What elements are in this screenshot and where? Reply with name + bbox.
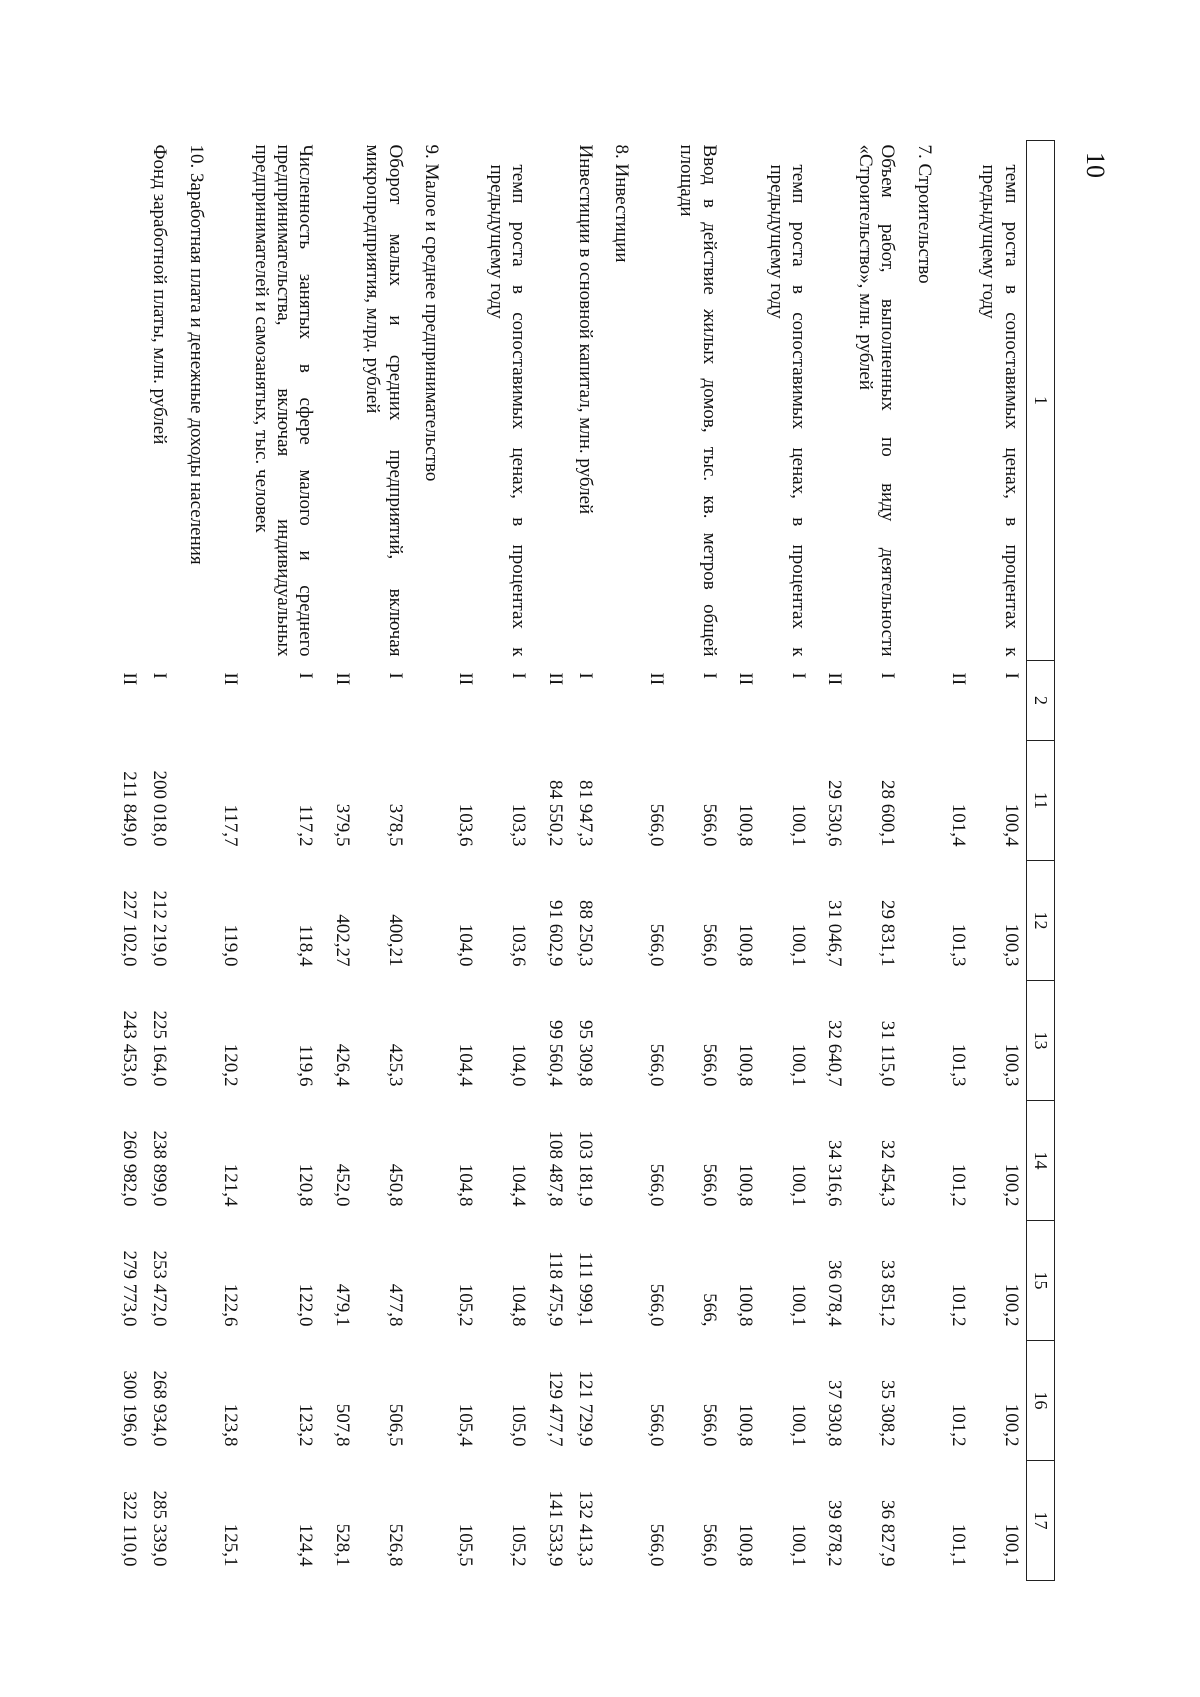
indicator-label [640, 141, 670, 661]
rotated-table-wrapper [118, 140, 1055, 1580]
table-row [539, 141, 569, 1581]
value-cell: 450,8 [384, 1163, 406, 1207]
value-cell: 426,4 [331, 1043, 353, 1087]
header-cell: 12 [1026, 861, 1054, 981]
value-cell: 100,2 [1000, 1403, 1022, 1447]
value-cell: 132 413,3 [575, 1490, 597, 1567]
value-cell: 100,8 [735, 1403, 757, 1447]
value-cell: 124,4 [295, 1523, 317, 1567]
value-cell: 101,2 [947, 1283, 969, 1327]
variant-cell: II [947, 672, 969, 686]
table-row [760, 141, 819, 1581]
value-cell: 118,4 [295, 924, 317, 967]
value-cell: 100,1 [787, 1043, 809, 1087]
value-cell: 452,0 [331, 1163, 353, 1207]
value-cell: 101,4 [947, 803, 969, 847]
indicator-label: темп роста в сопоставимых ценах, в процентах к предыдущему году [765, 164, 809, 657]
value-cell: 101,1 [947, 1523, 969, 1567]
variant-cell: II [331, 672, 353, 686]
value-cell: 28 600,1 [877, 780, 899, 847]
value-cell: 36 078,4 [824, 1260, 846, 1327]
value-cell: 566,0 [698, 1043, 720, 1087]
indicator-label: Оборот малых и средних предприятий, включая микропредприятия, млрд. рублей [362, 144, 406, 657]
value-cell [606, 1341, 640, 1461]
indicator-label [215, 141, 245, 661]
value-cell: 123,2 [295, 1403, 317, 1447]
section-title: 9. Малое и среднее предпринимательство [421, 144, 443, 482]
forecast-table [114, 140, 1055, 1581]
header-cell: 14 [1026, 1101, 1054, 1221]
value-cell: 121,4 [220, 1163, 242, 1207]
variant-cell: I [149, 672, 171, 679]
section-title: 8. Инвестиции [611, 144, 633, 263]
value-cell [416, 861, 450, 981]
variant-cell [180, 661, 214, 741]
value-cell [416, 741, 450, 861]
value-cell: 104,4 [508, 1163, 530, 1207]
value-cell: 141 533,9 [544, 1490, 566, 1567]
variant-cell [908, 661, 942, 741]
value-cell: 253 472,0 [149, 1250, 171, 1327]
value-cell: 425,3 [384, 1043, 406, 1087]
value-cell: 100,1 [787, 1403, 809, 1447]
section-row [908, 141, 942, 1581]
value-cell: 566,0 [698, 1523, 720, 1567]
variant-cell: I [384, 672, 406, 679]
table-row [357, 141, 416, 1581]
value-cell: 566,0 [645, 923, 667, 967]
value-cell: 103,3 [508, 803, 530, 847]
value-cell [908, 861, 942, 981]
value-cell: 100,2 [1000, 1163, 1022, 1207]
table-row [570, 141, 606, 1581]
value-cell: 260 982,0 [118, 1130, 140, 1207]
value-cell [180, 741, 214, 861]
table-row [215, 141, 245, 1581]
value-cell: 566,0 [645, 1163, 667, 1207]
indicator-label [539, 141, 569, 661]
value-cell [416, 1221, 450, 1341]
value-cell: 125,1 [220, 1523, 242, 1567]
indicator-label: темп роста в сопоставимых ценах, в процентах к предыдущему году [978, 164, 1022, 657]
value-cell: 100,8 [735, 1283, 757, 1327]
value-cell: 566,0 [698, 923, 720, 967]
value-cell: 121 729,9 [575, 1370, 597, 1447]
value-cell: 100,8 [735, 1523, 757, 1567]
value-cell: 104,0 [455, 923, 477, 967]
value-cell: 120,8 [295, 1163, 317, 1207]
value-cell: 479,1 [331, 1283, 353, 1327]
value-cell: 100,3 [1000, 923, 1022, 967]
variant-cell: I [877, 672, 899, 679]
section-row [606, 141, 640, 1581]
value-cell: 100,3 [1000, 1043, 1022, 1087]
value-cell: 101,3 [947, 1043, 969, 1087]
section-row [180, 141, 214, 1581]
value-cell: 84 550,2 [544, 780, 566, 847]
table-row [730, 141, 760, 1581]
value-cell: 34 316,6 [824, 1140, 846, 1207]
value-cell: 566,0 [698, 1163, 720, 1207]
header-cell: 11 [1026, 741, 1054, 861]
value-cell: 322 110,0 [118, 1491, 140, 1567]
value-cell: 378,5 [384, 803, 406, 847]
variant-cell: II [824, 672, 846, 686]
header-cell: 15 [1026, 1221, 1054, 1341]
value-cell: 122,0 [295, 1283, 317, 1327]
header-cell: 2 [1026, 661, 1054, 741]
value-cell: 100,1 [787, 923, 809, 967]
value-cell: 400,21 [384, 914, 406, 967]
value-cell [606, 1461, 640, 1581]
value-cell: 29 831,1 [877, 900, 899, 967]
value-cell: 105,4 [455, 1403, 477, 1447]
value-cell: 31 046,7 [824, 900, 846, 967]
value-cell: 100,8 [735, 803, 757, 847]
value-cell [908, 1221, 942, 1341]
variant-cell: II [544, 672, 566, 686]
indicator-label: Инвестиции в основной капитал, млн. рублей [575, 144, 597, 515]
value-cell: 285 339,0 [149, 1490, 171, 1567]
indicator-label: Ввод в действие жилых домов, тыс. кв. метров общей площади [676, 144, 720, 657]
value-cell [180, 861, 214, 981]
value-cell: 104,0 [508, 1043, 530, 1087]
value-cell: 300 196,0 [118, 1370, 140, 1447]
value-cell [416, 981, 450, 1101]
indicator-label: Фонд заработной платы, млн. рублей [149, 144, 171, 445]
table-row [480, 141, 539, 1581]
value-cell: 129 477,7 [544, 1370, 566, 1447]
value-cell: 402,27 [331, 914, 353, 967]
value-cell: 32 454,3 [877, 1140, 899, 1207]
indicator-label [450, 141, 480, 661]
value-cell: 105,5 [455, 1523, 477, 1567]
value-cell: 119,0 [220, 924, 242, 967]
table-row [819, 141, 849, 1581]
value-cell: 123,8 [220, 1403, 242, 1447]
value-cell: 566,0 [645, 803, 667, 847]
value-cell: 100,1 [787, 803, 809, 847]
value-cell: 101,2 [947, 1403, 969, 1447]
value-cell [908, 981, 942, 1101]
indicator-label: темп роста в сопоставимых ценах, в процентах к предыдущему году [485, 164, 530, 657]
value-cell: 39 878,2 [824, 1500, 846, 1567]
indicator-label [819, 141, 849, 661]
value-cell: 477,8 [384, 1283, 406, 1327]
variant-cell [416, 661, 450, 741]
value-cell: 225 164,0 [149, 1010, 171, 1087]
page-number: 10 [1081, 152, 1110, 178]
value-cell [180, 981, 214, 1101]
value-cell: 117,2 [295, 804, 317, 847]
value-cell: 95 309,8 [575, 1020, 597, 1087]
value-cell: 122,6 [220, 1283, 242, 1327]
table-row [849, 141, 908, 1581]
variant-cell: II [645, 672, 667, 686]
header-cell: 13 [1026, 981, 1054, 1101]
variant-cell: II [118, 672, 140, 686]
table-row [450, 141, 480, 1581]
value-cell: 91 602,9 [544, 900, 566, 967]
value-cell: 99 560,4 [544, 1020, 566, 1087]
section-title: 7. Строительство [913, 144, 935, 284]
variant-cell: I [295, 672, 317, 679]
value-cell [908, 741, 942, 861]
value-cell [606, 741, 640, 861]
value-cell: 105,2 [508, 1523, 530, 1567]
value-cell: 88 250,3 [575, 900, 597, 967]
value-cell: 100,1 [787, 1523, 809, 1567]
value-cell: 238 899,0 [149, 1130, 171, 1207]
variant-cell: I [1000, 672, 1022, 679]
value-cell: 104,8 [508, 1283, 530, 1327]
table-row [671, 141, 730, 1581]
value-cell: 100,8 [735, 1163, 757, 1207]
value-cell: 268 934,0 [149, 1370, 171, 1447]
value-cell: 100,8 [735, 1043, 757, 1087]
table-row [973, 141, 1026, 1581]
value-cell [416, 1101, 450, 1221]
indicator-label: Объем работ, выполненных по виду деятельности «Строительство», млн. рублей [854, 144, 899, 657]
variant-cell: I [698, 672, 720, 679]
value-cell [416, 1461, 450, 1581]
value-cell: 117,7 [220, 804, 242, 847]
value-cell: 29 530,6 [824, 780, 846, 847]
value-cell: 566,0 [645, 1403, 667, 1447]
table-row [144, 141, 180, 1581]
header-cell: 16 [1026, 1341, 1054, 1461]
value-cell: 100,1 [1000, 1523, 1022, 1567]
value-cell: 103,6 [455, 803, 477, 847]
value-cell: 507,8 [331, 1403, 353, 1447]
value-cell: 212 219,0 [149, 890, 171, 967]
value-cell: 566,0 [698, 1403, 720, 1447]
value-cell: 37 930,8 [824, 1380, 846, 1447]
value-cell: 103,6 [508, 923, 530, 967]
value-cell: 279 773,0 [118, 1250, 140, 1327]
value-cell [416, 1341, 450, 1461]
value-cell [908, 1461, 942, 1581]
value-cell: 104,8 [455, 1163, 477, 1207]
variant-cell: II [220, 672, 242, 686]
value-cell: 105,0 [508, 1403, 530, 1447]
value-cell: 119,6 [295, 1044, 317, 1087]
value-cell: 100,1 [787, 1283, 809, 1327]
variant-cell: I [787, 672, 809, 679]
value-cell: 200 018,0 [149, 770, 171, 847]
value-cell [180, 1341, 214, 1461]
value-cell: 108 487,8 [544, 1130, 566, 1207]
value-cell: 104,4 [455, 1043, 477, 1087]
variant-cell: II [735, 672, 757, 686]
value-cell: 33 851,2 [877, 1260, 899, 1327]
section-row [416, 141, 450, 1581]
value-cell [606, 1101, 640, 1221]
value-cell [606, 981, 640, 1101]
value-cell: 566,0 [645, 1523, 667, 1567]
value-cell: 526,8 [384, 1523, 406, 1567]
value-cell: 227 102,0 [118, 890, 140, 967]
value-cell: 35 308,2 [877, 1380, 899, 1447]
value-cell: 100,1 [787, 1163, 809, 1207]
value-cell: 379,5 [331, 803, 353, 847]
table-row [640, 141, 670, 1581]
value-cell: 566,0 [645, 1283, 667, 1327]
value-cell [606, 1221, 640, 1341]
table-row [326, 141, 356, 1581]
value-cell: 211 849,0 [118, 771, 140, 847]
value-cell: 566, [698, 1293, 720, 1327]
value-cell [180, 1101, 214, 1221]
value-cell: 31 115,0 [877, 1020, 899, 1087]
value-cell: 103 181,9 [575, 1130, 597, 1207]
header-cell: 1 [1026, 141, 1054, 661]
header-cell: 17 [1026, 1461, 1054, 1581]
value-cell: 100,2 [1000, 1283, 1022, 1327]
value-cell: 101,3 [947, 923, 969, 967]
table-body [114, 141, 1027, 1581]
value-cell [908, 1341, 942, 1461]
indicator-label [943, 141, 973, 661]
value-cell: 506,5 [384, 1403, 406, 1447]
table-row [245, 141, 326, 1581]
variant-cell: I [508, 672, 530, 679]
value-cell: 36 827,9 [877, 1500, 899, 1567]
variant-cell: I [575, 672, 597, 679]
value-cell [606, 861, 640, 981]
indicator-label [730, 141, 760, 661]
value-cell: 100,8 [735, 923, 757, 967]
section-title: 10. Заработная плата и денежные доходы населения [185, 144, 207, 565]
value-cell: 100,4 [1000, 803, 1022, 847]
value-cell: 32 640,7 [824, 1020, 846, 1087]
value-cell [180, 1461, 214, 1581]
value-cell: 566,0 [645, 1043, 667, 1087]
header-row [1026, 141, 1054, 1581]
variant-cell [606, 661, 640, 741]
value-cell: 81 947,3 [575, 780, 597, 847]
indicator-label [326, 141, 356, 661]
value-cell [908, 1101, 942, 1221]
value-cell: 105,2 [455, 1283, 477, 1327]
value-cell: 111 999,1 [575, 1251, 597, 1327]
variant-cell: II [455, 672, 477, 686]
value-cell: 118 475,9 [544, 1251, 566, 1327]
indicator-label [114, 141, 144, 661]
indicator-label: Численность занятых в сфере малого и среднего предпринимательства, включая индивидуальных предпринимателей и самозанятых, тыс. человек [250, 144, 317, 657]
value-cell [180, 1221, 214, 1341]
table-row [943, 141, 973, 1581]
value-cell: 528,1 [331, 1523, 353, 1567]
value-cell: 243 453,0 [118, 1010, 140, 1087]
value-cell: 101,2 [947, 1163, 969, 1207]
value-cell: 120,2 [220, 1043, 242, 1087]
value-cell: 566,0 [698, 803, 720, 847]
table-row [114, 141, 144, 1581]
